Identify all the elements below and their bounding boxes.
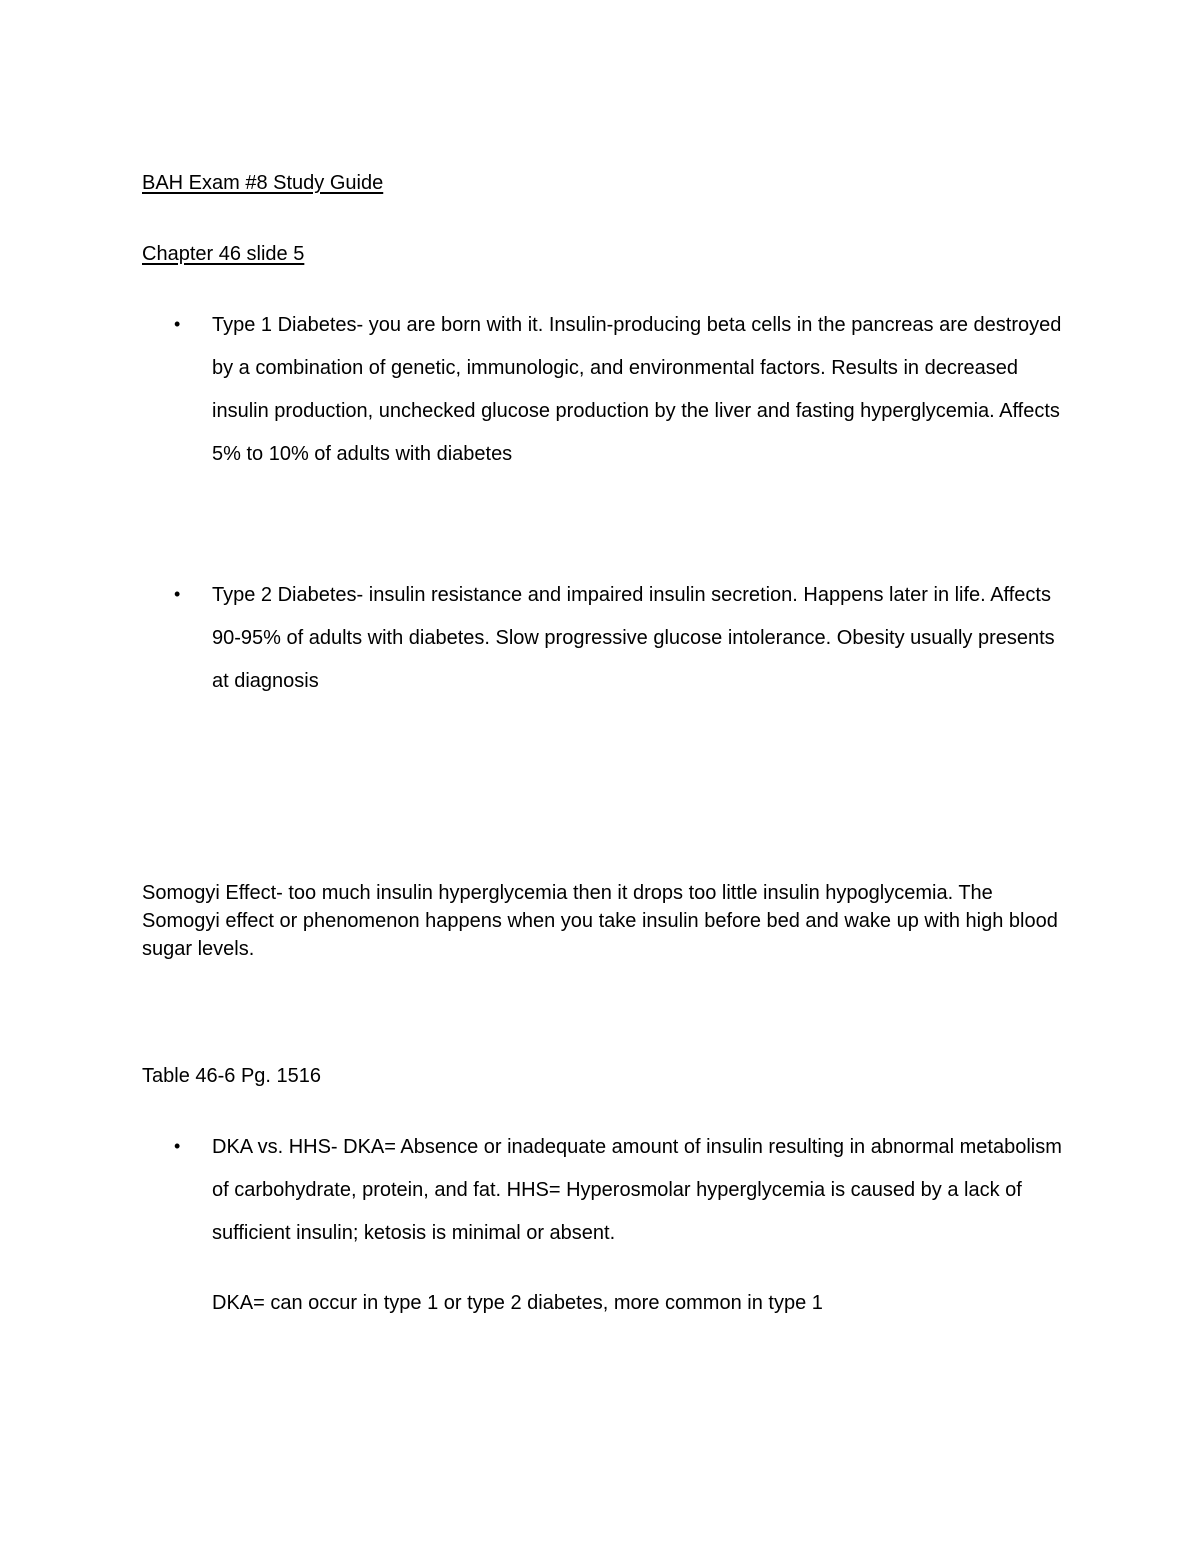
section-heading-table: Table 46-6 Pg. 1516 [142, 1065, 322, 1087]
bullet-type1-diabetes: Type 1 Diabetes- you are born with it. Insulin-producing beta cells in the pancreas are destroyed by a combination of genetic, immunologic, and environmental factors. Results in decreased insulin production, unchecked glucose production by the liver and fasting hyperglycemia. Affects 5% to 10% of adults with diabetes [212, 314, 1062, 465]
somogyi-paragraph: Somogyi Effect- too much insulin hyperglycemia then it drops too little insulin hypoglycemia. The Somogyi effect or phenomenon happens when you take insulin before bed and wake up with high blood sugar levels. [142, 882, 1058, 960]
section-heading-chapter: Chapter 46 slide 5 [142, 243, 305, 265]
bullet-type2-diabetes: Type 2 Diabetes- insulin resistance and impaired insulin secretion. Happens later in life. Affects 90-95% of adults with diabetes. Slow progressive glucose intolerance. Obesity usually presents at diagnosis [212, 584, 1055, 692]
dka-note: DKA= can occur in type 1 or type 2 diabetes, more common in type 1 [212, 1292, 823, 1314]
bullet-marker: • [174, 1136, 181, 1156]
bullet-dka-vs-hhs: DKA vs. HHS- DKA= Absence or inadequate amount of insulin resulting in abnormal metabolism of carbohydrate, protein, and fat. HHS= Hyperosmolar hyperglycemia is caused by a lack of sufficient insulin; ketosis is minimal or absent. [212, 1136, 1062, 1244]
bullet-marker: • [174, 314, 181, 334]
bullet-marker: • [174, 584, 181, 604]
document-title: BAH Exam #8 Study Guide [142, 172, 384, 194]
